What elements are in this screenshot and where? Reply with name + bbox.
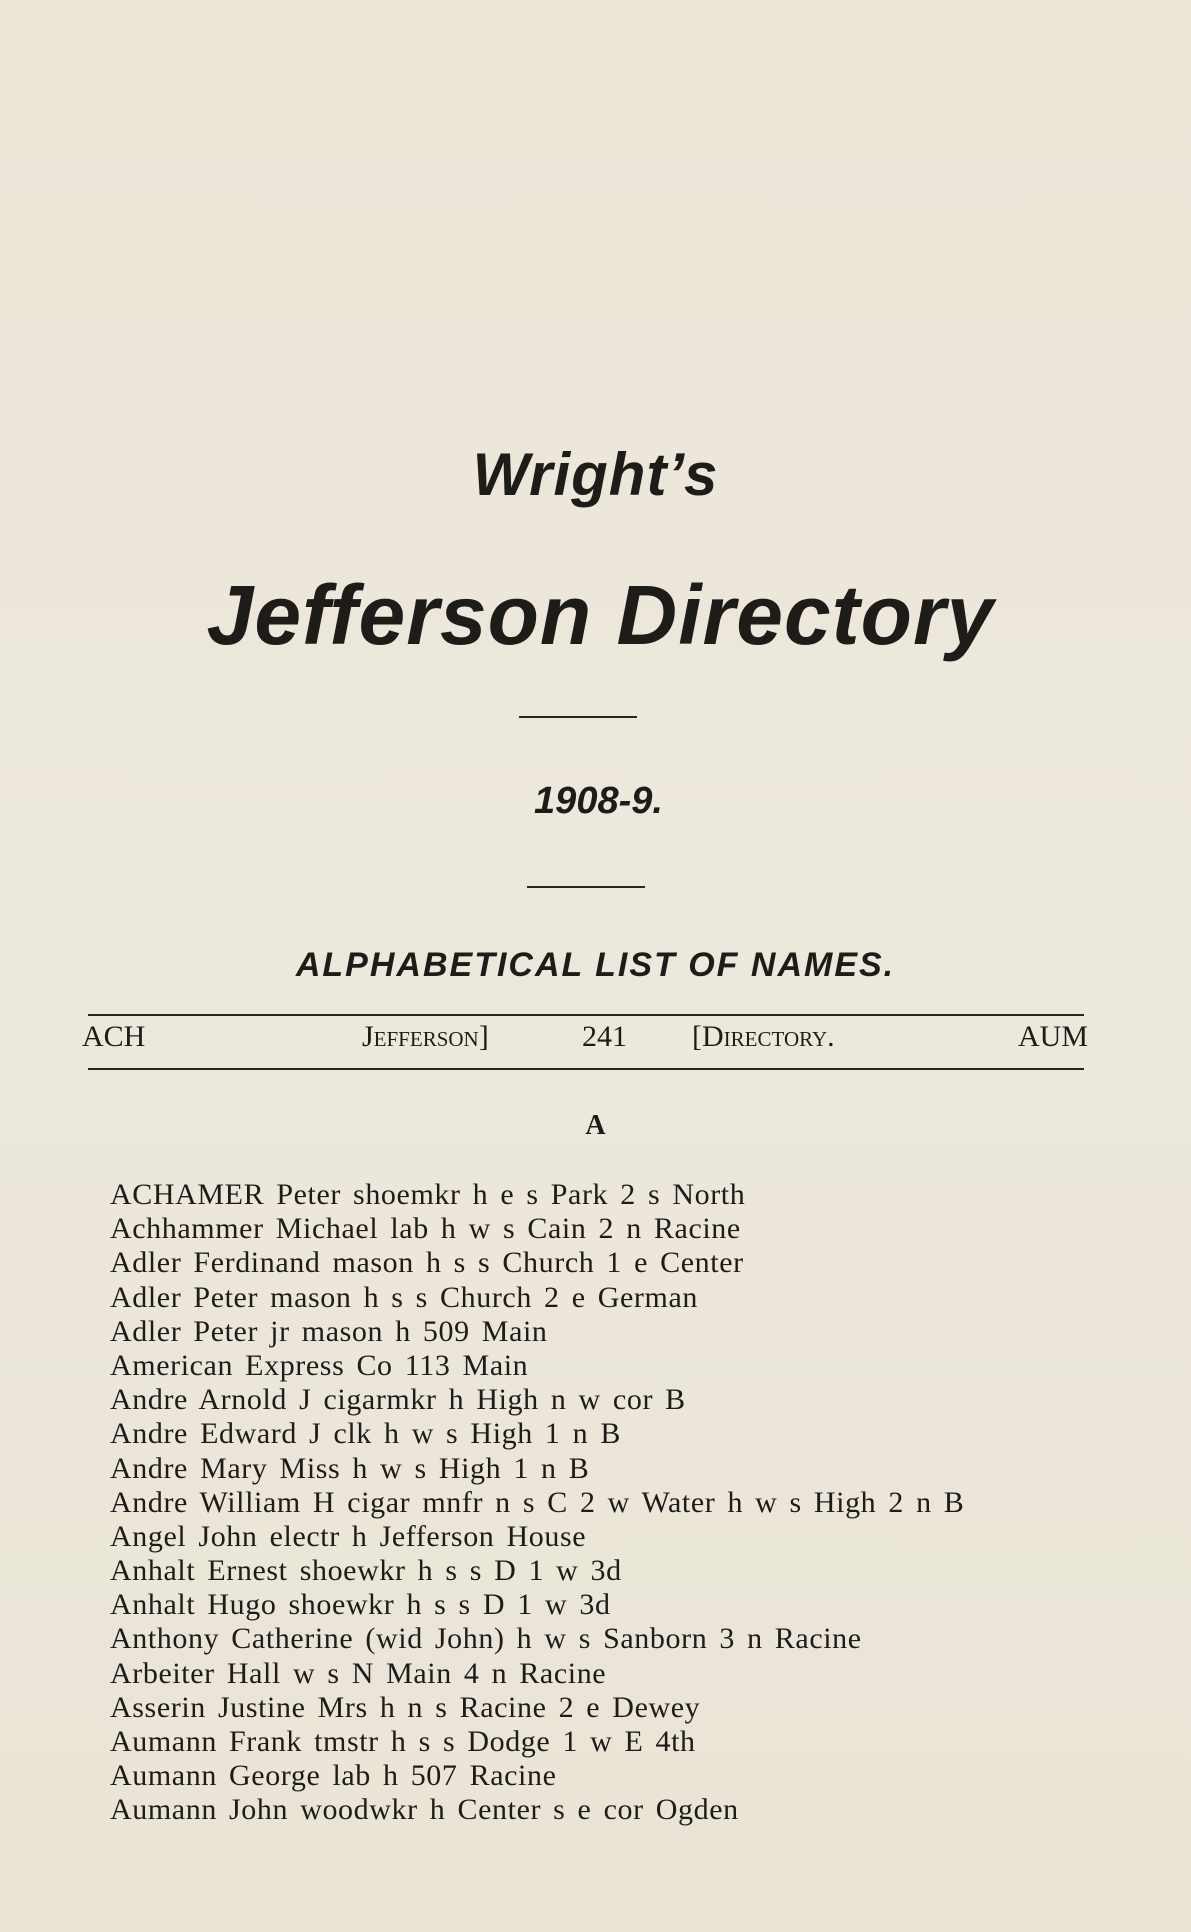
- title-line-2: Jefferson Directory: [206, 568, 995, 662]
- list-item: Anhalt Ernest shoewkr h s s D 1 w 3d: [110, 1554, 622, 1588]
- divider-rule: [519, 716, 637, 718]
- list-item: Aumann George lab h 507 Racine: [110, 1759, 557, 1793]
- list-item: Anthony Catherine (wid John) h w s Sanborn 3 n Racine: [110, 1622, 862, 1656]
- list-item: Achhammer Michael lab h w s Cain 2 n Racine: [110, 1212, 741, 1246]
- list-item: Adler Peter jr mason h 509 Main: [110, 1314, 548, 1348]
- list-item: American Express Co 113 Main: [110, 1348, 529, 1382]
- section-subtitle: ALPHABETICAL LIST OF NAMES.: [295, 946, 896, 984]
- directory-entries: [110, 1178, 1110, 1828]
- list-item: Andre William H cigar mnfr n s C 2 w Water h w s High 2 n B: [110, 1485, 965, 1519]
- running-head-first-name: ACH: [82, 1020, 146, 1053]
- running-head-bottom-rule: [88, 1068, 1084, 1070]
- edition-year: 1908-9.: [534, 780, 663, 822]
- running-head-top-rule: [88, 1014, 1084, 1016]
- divider-rule: [527, 886, 645, 888]
- list-item: Adler Ferdinand mason h s s Church 1 e Center: [110, 1246, 744, 1280]
- running-head-directory: [Directory.: [692, 1020, 835, 1053]
- running-head-last-name: AUM: [1017, 1020, 1088, 1053]
- running-head-city: Jefferson]: [362, 1020, 489, 1053]
- page-number: 241: [582, 1020, 627, 1053]
- list-item: Asserin Justine Mrs h n s Racine 2 e Dewey: [110, 1690, 701, 1724]
- list-item: Andre Mary Miss h w s High 1 n B: [110, 1451, 590, 1485]
- section-letter: A: [585, 1110, 606, 1141]
- list-item: Angel John electr h Jefferson House: [110, 1519, 587, 1553]
- list-item: Anhalt Hugo shoewkr h s s D 1 w 3d: [110, 1588, 611, 1622]
- list-item: Aumann John woodwkr h Center s e cor Ogden: [110, 1793, 739, 1827]
- running-head: [82, 1020, 1088, 1062]
- list-item: Adler Peter mason h s s Church 2 e German: [110, 1280, 698, 1314]
- list-item: Aumann Frank tmstr h s s Dodge 1 w E 4th: [110, 1725, 696, 1758]
- list-item: Arbeiter Hall w s N Main 4 n Racine: [110, 1656, 607, 1690]
- list-item: Andre Edward J clk h w s High 1 n B: [110, 1417, 621, 1451]
- title-line-1: Wright’s: [472, 441, 719, 508]
- list-item: Andre Arnold J cigarmkr h High n w cor B: [110, 1383, 686, 1417]
- list-item: ACHAMER Peter shoemkr h e s Park 2 s North: [110, 1178, 746, 1211]
